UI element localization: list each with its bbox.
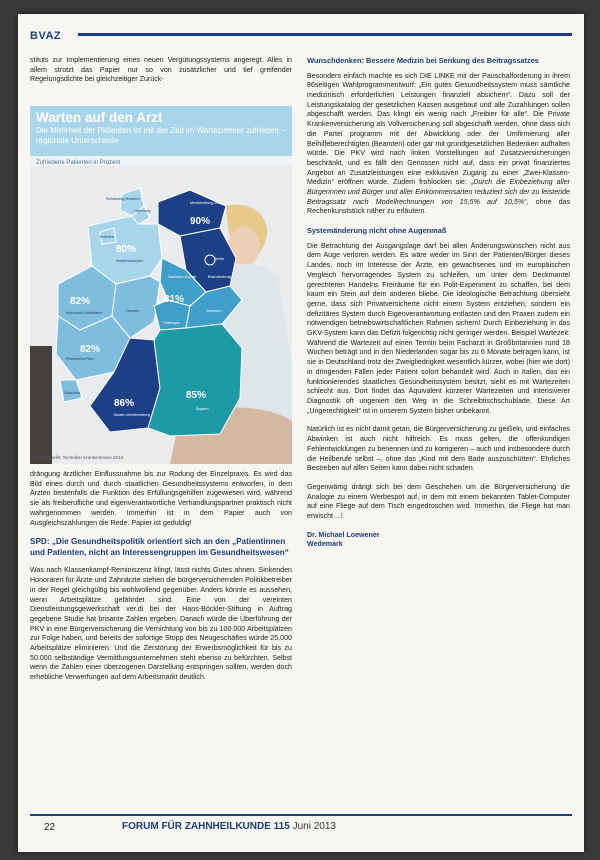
value-by: 85% [186, 390, 207, 401]
infographic-unit-label: Zufriedene Patienten in Prozent [36, 160, 121, 166]
value-central-east: 81% [164, 294, 185, 305]
label-he: Hessen [126, 308, 140, 313]
magazine-page [18, 14, 584, 852]
heading-wunschdenken: Wunschdenken: Bessere Medizin bei Senkung des Beitragssatzes [307, 56, 539, 65]
infographic-waiting-times [30, 106, 292, 464]
author-place: Wedemark [307, 540, 343, 549]
paragraph-linke [307, 72, 570, 218]
germany-map [30, 166, 292, 464]
header-rule [78, 33, 572, 36]
value-southwest: 82% [80, 344, 101, 355]
label-rp: Rheinland-Pfalz [66, 356, 95, 361]
label-hh: Hamburg [134, 208, 151, 213]
paragraph-linke-quote: „Durch die Einbeziehung aller Bürgerinnen und Bürger und aller Einkommensarten reduziert sich der zu leistende Beitragssatz nach Modellrechnungen von 15,5% auf 10,5%“ [307, 178, 570, 206]
infographic-title-box [30, 106, 292, 156]
intro-paragraph [30, 56, 292, 94]
org-logo-text: BVAZ [30, 30, 62, 42]
infographic-title: Warten auf den Arzt [36, 110, 163, 125]
label-bb: Brandenburg [208, 274, 232, 279]
infographic-source: Grafik/Quelle: Techniker Krankenkasse 2013 [34, 455, 123, 460]
label-st: Sachsen-Anhalt [168, 274, 197, 279]
value-nrw: 82% [70, 296, 91, 307]
label-nw: Nordrhein-Westfalen [66, 310, 103, 315]
magazine-name: FORUM FÜR ZAHNHEILKUNDE 115 [122, 821, 290, 832]
label-sl: Saarland [64, 390, 81, 395]
paragraph-natuerlich: Natürlich ist es nicht damit getan, die Bürgerversicherung zu geißeln, und einfaches Abwinken ist auch nicht hilfreich. Es muss gelten, die offenkundigen Fehlentwicklungen zu benennen und zu korrigieren – auch und insbesondere durch die Heilberufe selbst –, ohne das „Kind mit dem Bade auszuschütten“. Ehrliches Bestreben auf allen Seiten kann dabei nicht schaden. [307, 425, 570, 473]
paragraph-gegenwaertig: Gegenwärtig drängt sich bei dem Geschehen um die Bürgerversicherung die Analogie zu einem Werbespot auf, in dem mit einem bekannten Tablet-Computer auf eine Fliege auf dem Tisch eingedroschen wird. Immerhin, die Fliege hat man erwischt ...! [307, 482, 570, 521]
paragraph-linke-end: , ohne das Rechenkunststück näher zu erläutern. [307, 197, 571, 216]
author-name: Dr. Michael Loewener [307, 530, 380, 539]
paragraph-linke-text: Besonders einfach machte es sich DIE LINKE mit der Pauschalforderung in ihrem 86seitigen Wahlprogrammentwurf: „Ein gutes Gesundheitssystem muss sämtliche medizinisch erforderlichen Leistungen finanziell absichern“. Dazu soll der Leistungskatalog der gesetzlichen Kassen ausgebaut und alle Zuzahlungen sollen abgeschafft werden. Das klingt ein wenig nach „Freibier für alle“. Die Private Krankenversicherung als Vollversicherung soll abgeschafft werden, ohne dass sich die Partei programm mit der Abwicklung oder der Umfirmierung aller Beihilfeberechtigten (Beamten) oder gar mit grundgesetzlichen Bedenken aufhalten würde. Die PKV wird nach linken Vorstellungen auf Zusatzversicherungen beschränkt, und es fällt den Genossen nicht auf, dass ein privat finanziertes Angebot an Zusatzleistungen eine exklusiven Zugang zu einer „Zwei-Klassen-Medizin“ eröffnen würde. Zudem frohlocken sie: [307, 71, 570, 187]
value-north: 80% [116, 244, 137, 255]
right-column [307, 56, 570, 550]
label-be: Berlin [214, 256, 225, 261]
label-sh: Schleswig-Holstein [106, 196, 140, 201]
label-hb: Bremen [100, 234, 115, 239]
page-header [30, 26, 572, 42]
heading-spd: SPD: „Die Gesundheitspolitik orientiert sich an den „Patientinnen und Patienten, nicht an Interessengruppen im Gesundheitswesen“ [30, 537, 289, 557]
heading-systemaenderung: Systemänderung nicht ohne Augenmaß [307, 226, 447, 236]
label-sn: Sachsen [206, 308, 222, 313]
label-th: Thüringen [162, 320, 181, 325]
intro-text: stituts zur Implementierung eines neuen Vergütungssystems angeregt. Alles in allem strotzt das Papier nur so von zusätzlicher und tief greifender Regelungsdichte bei gleichzeitiger Zurück- [30, 56, 292, 84]
infographic-subtitle: Die Mehrheit der Patienten ist mit der Zeit im Wartezimmer zufrieden – regionale Unterschiede [36, 126, 286, 145]
label-mv: Mecklenburg-Vorpommern [190, 200, 238, 205]
state-bayern [148, 324, 242, 436]
value-bw: 86% [114, 398, 135, 409]
label-by: Bayern [196, 406, 209, 411]
chair-edge [30, 346, 52, 464]
page-footer [30, 814, 572, 840]
label-bw: Baden-Württemberg [114, 412, 151, 417]
left-column-lower [30, 470, 292, 692]
magazine-title [122, 821, 336, 832]
issue-date: Juni 2013 [292, 821, 336, 832]
page-number: 22 [44, 822, 56, 833]
label-ni: Niedersachsen [116, 258, 143, 263]
paragraph-ausgangslage: Die Betrachtung der Ausgangslage darf bei allen Änderungswünschen nicht aus dem Auge verloren werden. Es wäre weder im Sinn der Patienten/Bürger dieses Landes, noch im Interesse der Ärzte, ein gewachsenes und im europäischen Vergleich hervorragendes System zu schleifen, um unter dem Deckmantel gerechteren Handelns Freiräume für ein Polit-Experiment zu schaffen, bei dem kaum ein Stein auf dem anderen bliebe. Die ideologische Betrachtung übersieht gerne, dass sich Privatversicherte nicht einem System entziehen, sondern ein defizitäres System durch Eigenverantwortung entlasten und den Praxen zudem ein notwendigen betriebswirtschaftlichen Rahmen sichern! Durch Einbeziehung in das GKV-System kann das Defizit folgerichtig nicht geringer werden. Beispiel Wartezeit: Während die Wartezeit auf einen Termin beim Facharzt in Großbritannien rund 18 Wochen beträgt und in den Niederlanden sogar bis zu 6 Monate betragen kann, ist sie in Deutschland trotz der Zweigliedrigkeit wesentlich kürzer, wobei (hier wie dort) in dringenden Fällen jeder Patient sofort behandelt wird. Auch in Italien, das ein funktionierendes staatliches Gesundheitssystem besitzt, sieht es mit Wartezeiten schlecht aus. Dort findet das Äquivalent kürzerer Wartezeiten und intensiverer Diagnostik oft ungeniert den Weg in die Schreibtischschublade. Diese Art „Ungerechtigkeit“ ist in unserem System bisher unbekannt. [307, 241, 570, 415]
paragraph-spd: Was nach Klassenkampf-Reminiszenz klingt, lässt nichts Gutes ahnen. Sinkenden Honoraren für Ärzte und Zahnärzte stehen die bürgerversichernden Politikbetreiber in der Regel gleichgültig bis wohlwollend gegenüber. Anders könnte es aussehen, wenn Arbeitsplätze gefährdet sind. Eine von der vereinten Dienstleistungsgewerkschaft ver.di bei der Hans-Böckler-Stiftung in Auftrag gegebene Studie hat brisante Zahlen ergeben. Danach würde die Überführung der PKV in eine Bürgerversicherung die Vernichtung von bis zu 100.000 Arbeitsplätzen zur Folge haben, und bereits der sofortige Stopp des Neugeschäftes würde 25.000 Arbeitsplätze eliminieren. Und die Zerstörung der Erwerbsmöglichkeit für bis zu 50.000 selbständige Vermittlungsunternehmen steht ebenso zu befürchten. Selbst wenn die Zahlen einer überzogenen Darstellung entspringen sollten, werden doch erhebliche Verwerfungen auf dem Arbeitsmarkt deutlich. [30, 566, 292, 682]
value-northeast: 90% [190, 216, 211, 227]
paragraph-after-figure: drängung ärztlicher Einflussnahme bis zur Rodung der Einzelpraxis. Es wird das Bild eines durch und durch staatlichen Gesundheitssystems entworfen, in dem Ärzten bestenfalls die Funktion des Erfüllungsgehilfen zugewiesen wird, während sie als freiberufliche und eigenverantwortliche Verhandlungspartner praktisch nicht wahrgenommen werden. Immerhin ist in dem Papier auch von Ausgleichszahlungen die Rede. Papier ist geduldig! [30, 470, 292, 527]
